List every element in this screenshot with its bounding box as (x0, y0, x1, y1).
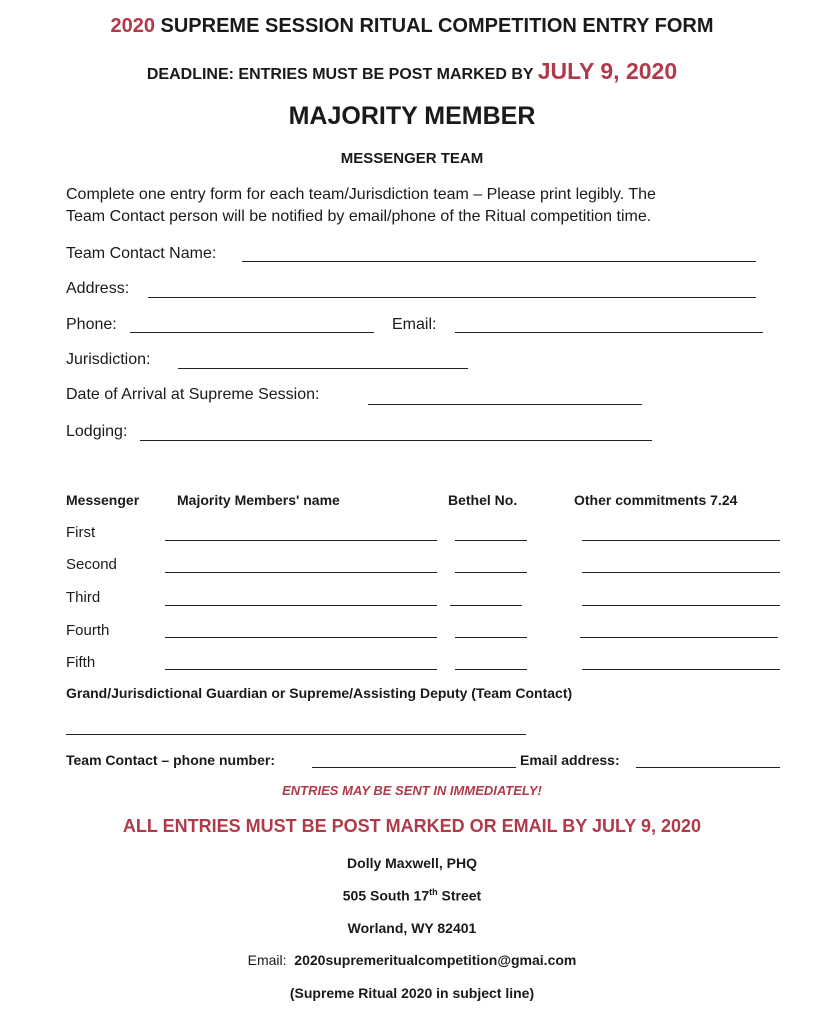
team-contact-name-field[interactable] (242, 261, 756, 262)
street-number: 505 South 17 (342, 887, 430, 904)
row-label: Third (66, 589, 101, 606)
name-field[interactable] (165, 669, 437, 670)
title-text: SUPREME SESSION RITUAL COMPETITION ENTRY FORM (160, 15, 714, 37)
contact-city: Worland, WY 82401 (347, 920, 477, 936)
contact-name: Dolly Maxwell, PHQ (347, 855, 477, 871)
instructions-line-2: Team Contact person will be notified by email/phone of the Ritual competition time. (66, 208, 652, 225)
date-of-arrival-field[interactable] (368, 404, 642, 405)
form-title (0, 15, 824, 38)
bethel-field[interactable] (455, 637, 527, 638)
name-field[interactable] (165, 540, 437, 541)
deadline-notice: ALL ENTRIES MUST BE POST MARKED OR EMAIL BY JULY 9, 2020 (122, 816, 702, 836)
street-suffix: Street (437, 887, 482, 904)
address-label: Address: (66, 280, 130, 297)
row-label: Second (66, 556, 117, 573)
row-label: Fourth (66, 622, 110, 639)
team-contact-name-label: Team Contact Name: (66, 245, 217, 262)
col-header-bethel: Bethel No. (448, 492, 518, 508)
category-heading: MAJORITY MEMBER (288, 102, 536, 130)
email-label: Email: (392, 316, 437, 333)
phone-field[interactable] (130, 332, 374, 333)
jurisdiction-label: Jurisdiction: (66, 351, 151, 368)
lodging-field[interactable] (140, 440, 652, 441)
name-field[interactable] (165, 572, 437, 573)
guardian-field[interactable] (66, 734, 526, 735)
col-header-other: Other commitments 7.24 (574, 492, 738, 508)
col-header-messenger: Messenger (66, 492, 140, 508)
date-of-arrival-label: Date of Arrival at Supreme Session: (66, 386, 320, 403)
bethel-field[interactable] (455, 669, 527, 670)
contact-street (0, 887, 824, 904)
other-commitments-field[interactable] (582, 540, 780, 541)
contact-email-label: Email: (247, 952, 287, 968)
phone-label: Phone: (66, 316, 117, 333)
contact-email (0, 952, 824, 968)
other-commitments-field[interactable] (582, 572, 780, 573)
title-year: 2020 (110, 15, 155, 37)
team-contact-phone-field[interactable] (312, 767, 516, 768)
subject-note: (Supreme Ritual 2020 in subject line) (289, 985, 535, 1001)
email-field[interactable] (455, 332, 763, 333)
bethel-field[interactable] (455, 540, 527, 541)
street-ordinal: th (429, 887, 438, 897)
name-field[interactable] (165, 637, 437, 638)
row-label: Fifth (66, 654, 96, 671)
address-field[interactable] (148, 297, 756, 298)
row-label: First (66, 524, 96, 541)
bethel-field[interactable] (455, 572, 527, 573)
other-commitments-field[interactable] (580, 637, 778, 638)
contact-email-value[interactable]: 2020supremeritualcompetition@gmai.com (294, 952, 577, 968)
subcategory-heading: MESSENGER TEAM (340, 150, 484, 167)
other-commitments-field[interactable] (582, 605, 780, 606)
deadline-prefix: DEADLINE: ENTRIES MUST BE POST MARKED BY (146, 66, 534, 83)
team-contact-phone-label: Team Contact – phone number: (66, 752, 275, 768)
jurisdiction-field[interactable] (178, 368, 468, 369)
other-commitments-field[interactable] (582, 669, 780, 670)
immediate-notice: ENTRIES MAY BE SENT IN IMMEDIATELY! (282, 783, 542, 798)
deadline-date: JULY 9, 2020 (537, 58, 678, 84)
col-header-name: Majority Members' name (177, 492, 340, 508)
team-contact-email-label: Email address: (520, 752, 620, 768)
guardian-label: Grand/Jurisdictional Guardian or Supreme/Assisting Deputy (Team Contact) (66, 685, 573, 701)
instructions-line-1: Complete one entry form for each team/Jurisdiction team – Please print legibly. The (66, 186, 656, 203)
team-contact-email-field[interactable] (636, 767, 780, 768)
lodging-label: Lodging: (66, 423, 128, 440)
deadline-line (0, 58, 824, 85)
bethel-field[interactable] (450, 605, 522, 606)
name-field[interactable] (165, 605, 437, 606)
